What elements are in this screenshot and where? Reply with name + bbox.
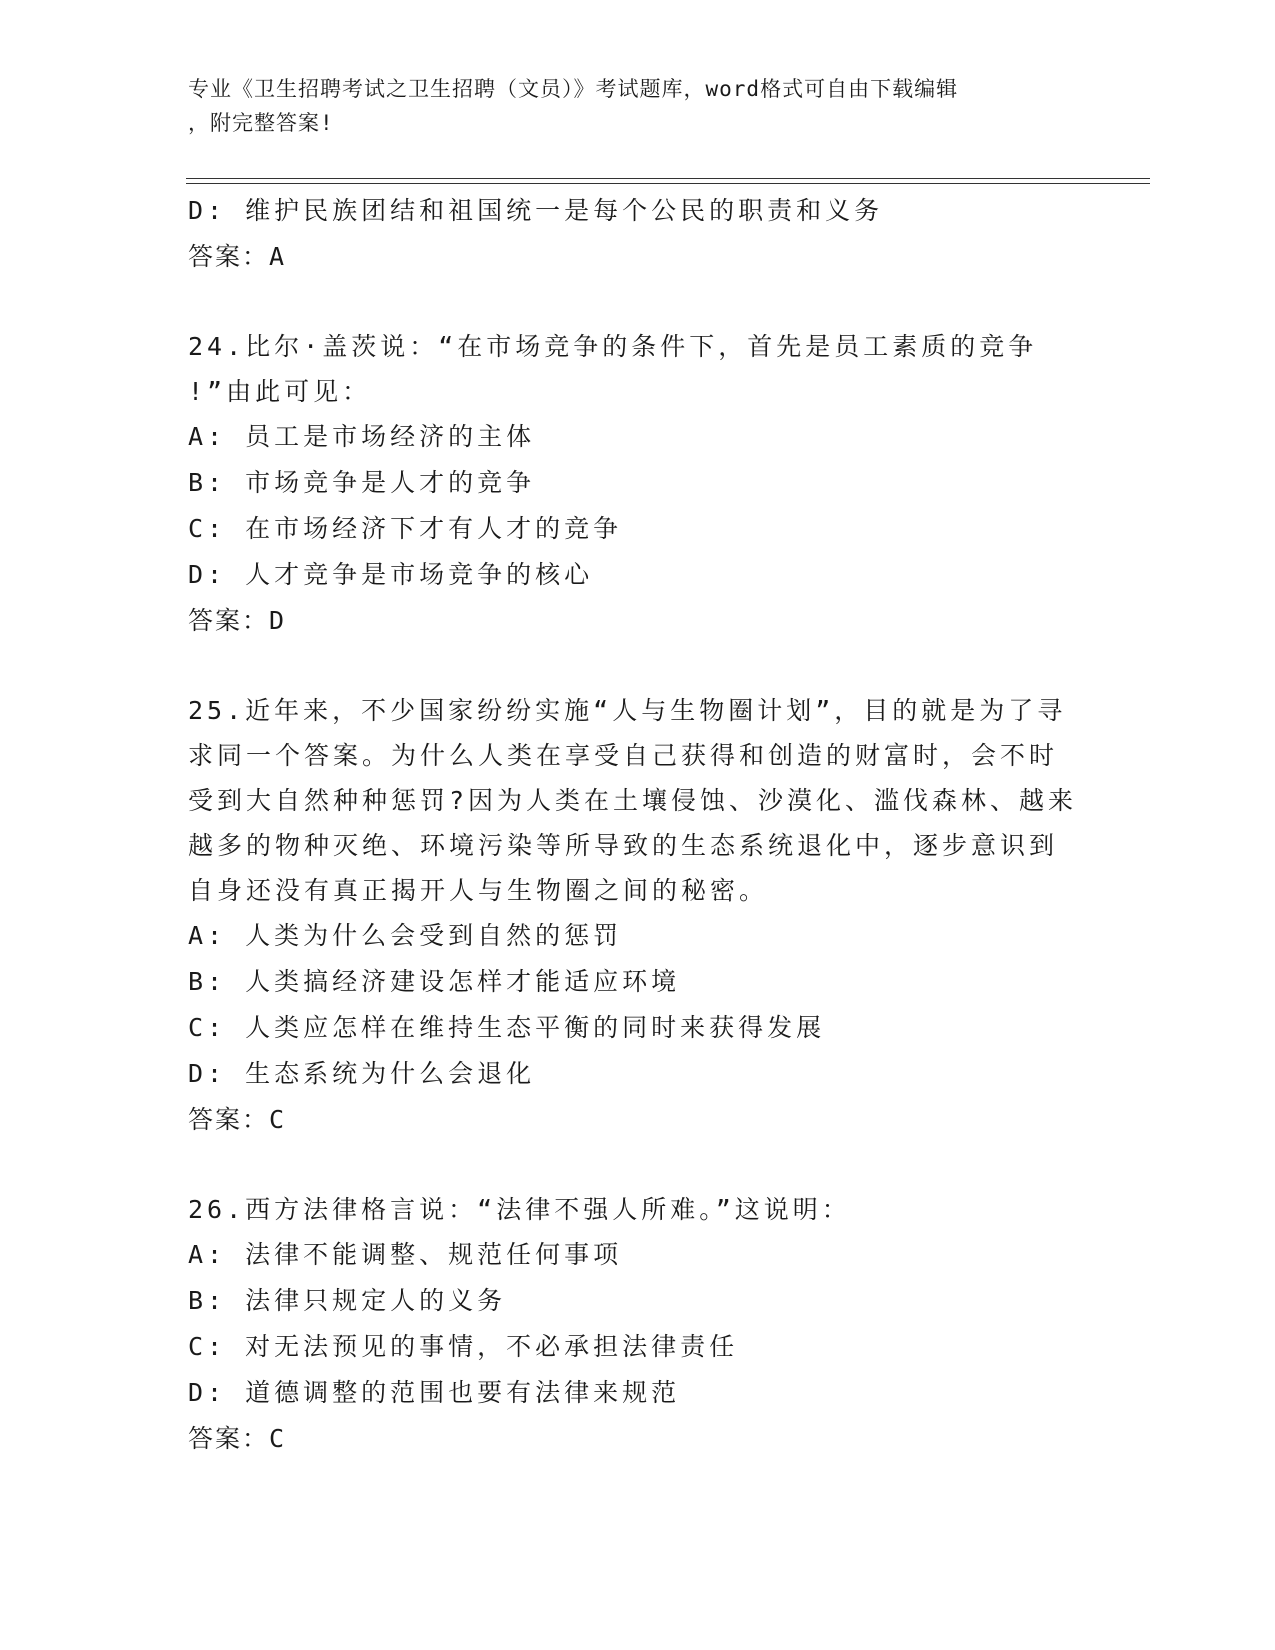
option-c: C: 在市场经济下才有人才的竞争 xyxy=(188,514,623,543)
answer-value: C xyxy=(269,1424,287,1453)
option-a: A: 员工是市场经济的主体 xyxy=(188,422,536,451)
question-stem-line: 越多的物种灭绝、环境污染等所导致的生态系统退化中，逐步意识到 xyxy=(188,831,1059,860)
option-c: C: 人类应怎样在维持生态平衡的同时来获得发展 xyxy=(188,1013,826,1042)
answer-label: 答案： xyxy=(188,1105,270,1134)
answer-label: 答案： xyxy=(188,606,270,635)
option-b: B: 人类搞经济建设怎样才能适应环境 xyxy=(188,967,681,996)
answer-line xyxy=(188,598,1088,644)
question-stem-line: 25.近年来，不少国家纷纷实施“人与生物圈计划”，目的就是为了寻 xyxy=(188,696,1067,725)
option-b: B: 市场竞争是人才的竞争 xyxy=(188,468,536,497)
header-line-2: ，附完整答案! xyxy=(188,111,334,135)
option-a: A: 法律不能调整、规范任何事项 xyxy=(188,1240,623,1269)
option-c: C: 对无法预见的事情，不必承担法律责任 xyxy=(188,1332,739,1361)
answer-value: C xyxy=(269,1105,287,1134)
answer-line xyxy=(188,1416,1088,1462)
question-24 xyxy=(188,324,1088,644)
question-26 xyxy=(188,1187,1088,1462)
question-23-tail xyxy=(188,188,1088,280)
answer-line xyxy=(188,234,1088,280)
option-d: D: 维护民族团结和祖国统一是每个公民的职责和义务 xyxy=(188,196,884,225)
option-d: D: 人才竞争是市场竞争的核心 xyxy=(188,560,594,589)
answer-value: D xyxy=(269,606,287,635)
question-stem-line: 受到大自然种种惩罚?因为人类在土壤侵蚀、沙漠化、滥伐森林、越来 xyxy=(188,786,1078,815)
option-a: A: 人类为什么会受到自然的惩罚 xyxy=(188,921,623,950)
question-stem-line: !”由此可见： xyxy=(188,377,372,406)
question-stem-line: 24.比尔·盖茨说：“在市场竞争的条件下，首先是员工素质的竞争 xyxy=(188,332,1038,361)
question-list xyxy=(188,188,1088,1462)
header-double-rule xyxy=(186,178,1150,184)
question-stem-line: 26.西方法律格言说：“法律不强人所难。”这说明： xyxy=(188,1195,851,1224)
option-b: B: 法律只规定人的义务 xyxy=(188,1286,507,1315)
header-line-1: 专业《卫生招聘考试之卫生招聘（文员）》考试题库，word格式可自由下载编辑 xyxy=(188,77,959,101)
answer-label: 答案： xyxy=(188,1424,270,1453)
answer-label: 答案： xyxy=(188,242,270,271)
option-d: D: 生态系统为什么会退化 xyxy=(188,1059,536,1088)
question-stem-line: 自身还没有真正揭开人与生物圈之间的秘密。 xyxy=(188,876,769,905)
document-header xyxy=(188,72,1068,140)
answer-value: A xyxy=(269,242,287,271)
question-stem-line: 求同一个答案。为什么人类在享受自己获得和创造的财富时，会不时 xyxy=(188,741,1059,770)
option-d: D: 道德调整的范围也要有法律来规范 xyxy=(188,1378,681,1407)
answer-line xyxy=(188,1097,1088,1143)
question-25 xyxy=(188,688,1088,1143)
